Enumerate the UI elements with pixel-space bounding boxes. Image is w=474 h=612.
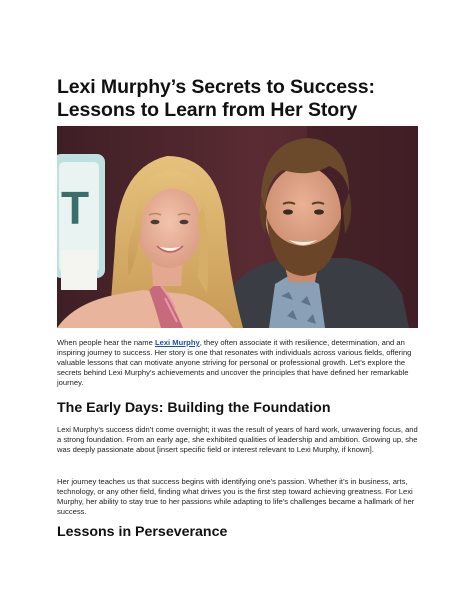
intro-text-after-link: , they often associate it with resilience, determination, and an inspiring journey to success. Her story is one that resonates with individuals across various fields, offering valuable lessons that can motivate anyone striving for personal or professional growth. Let’s explore the secrets behind Lexi Murphy’s achievements and uncover the principles that have defined her remarkable journey. [57, 338, 412, 387]
article-title-line-2: Lessons to Learn from Her Story [57, 99, 358, 121]
section-heading-early-days: The Early Days: Building the Foundation [57, 400, 331, 416]
early-days-paragraph-1: Lexi Murphy’s success didn’t come overnight; it was the result of years of hard work, unwavering focus, and a strong foundation. From an early age, she exhibited qualities of leadership and ambition. Growing up, she was deeply passionate about [insert specific field or interest relevant to Lexi Murphy, if known]. [57, 425, 418, 454]
lexi-murphy-link[interactable]: Lexi Murphy [154, 338, 200, 347]
section-heading-perseverance: Lessons in Perseverance [57, 524, 228, 540]
article-title [57, 76, 427, 122]
article-title-line-1: Lexi Murphy’s Secrets to Success: [57, 76, 375, 98]
svg-text:T: T [61, 182, 90, 234]
intro-paragraph [57, 338, 423, 388]
early-days-paragraph-2: Her journey teaches us that success begins with identifying one’s passion. Whether it’s in business, arts, technology, or any other field, finding what drives you is the first step toward achieving greatness. For Lexi Murphy, her ability to stay true to her passions while adapting to life’s challenges became a hallmark of her success. [57, 477, 415, 516]
couple-photo [57, 126, 418, 328]
intro-text-before-link: When people hear the name [57, 338, 155, 347]
